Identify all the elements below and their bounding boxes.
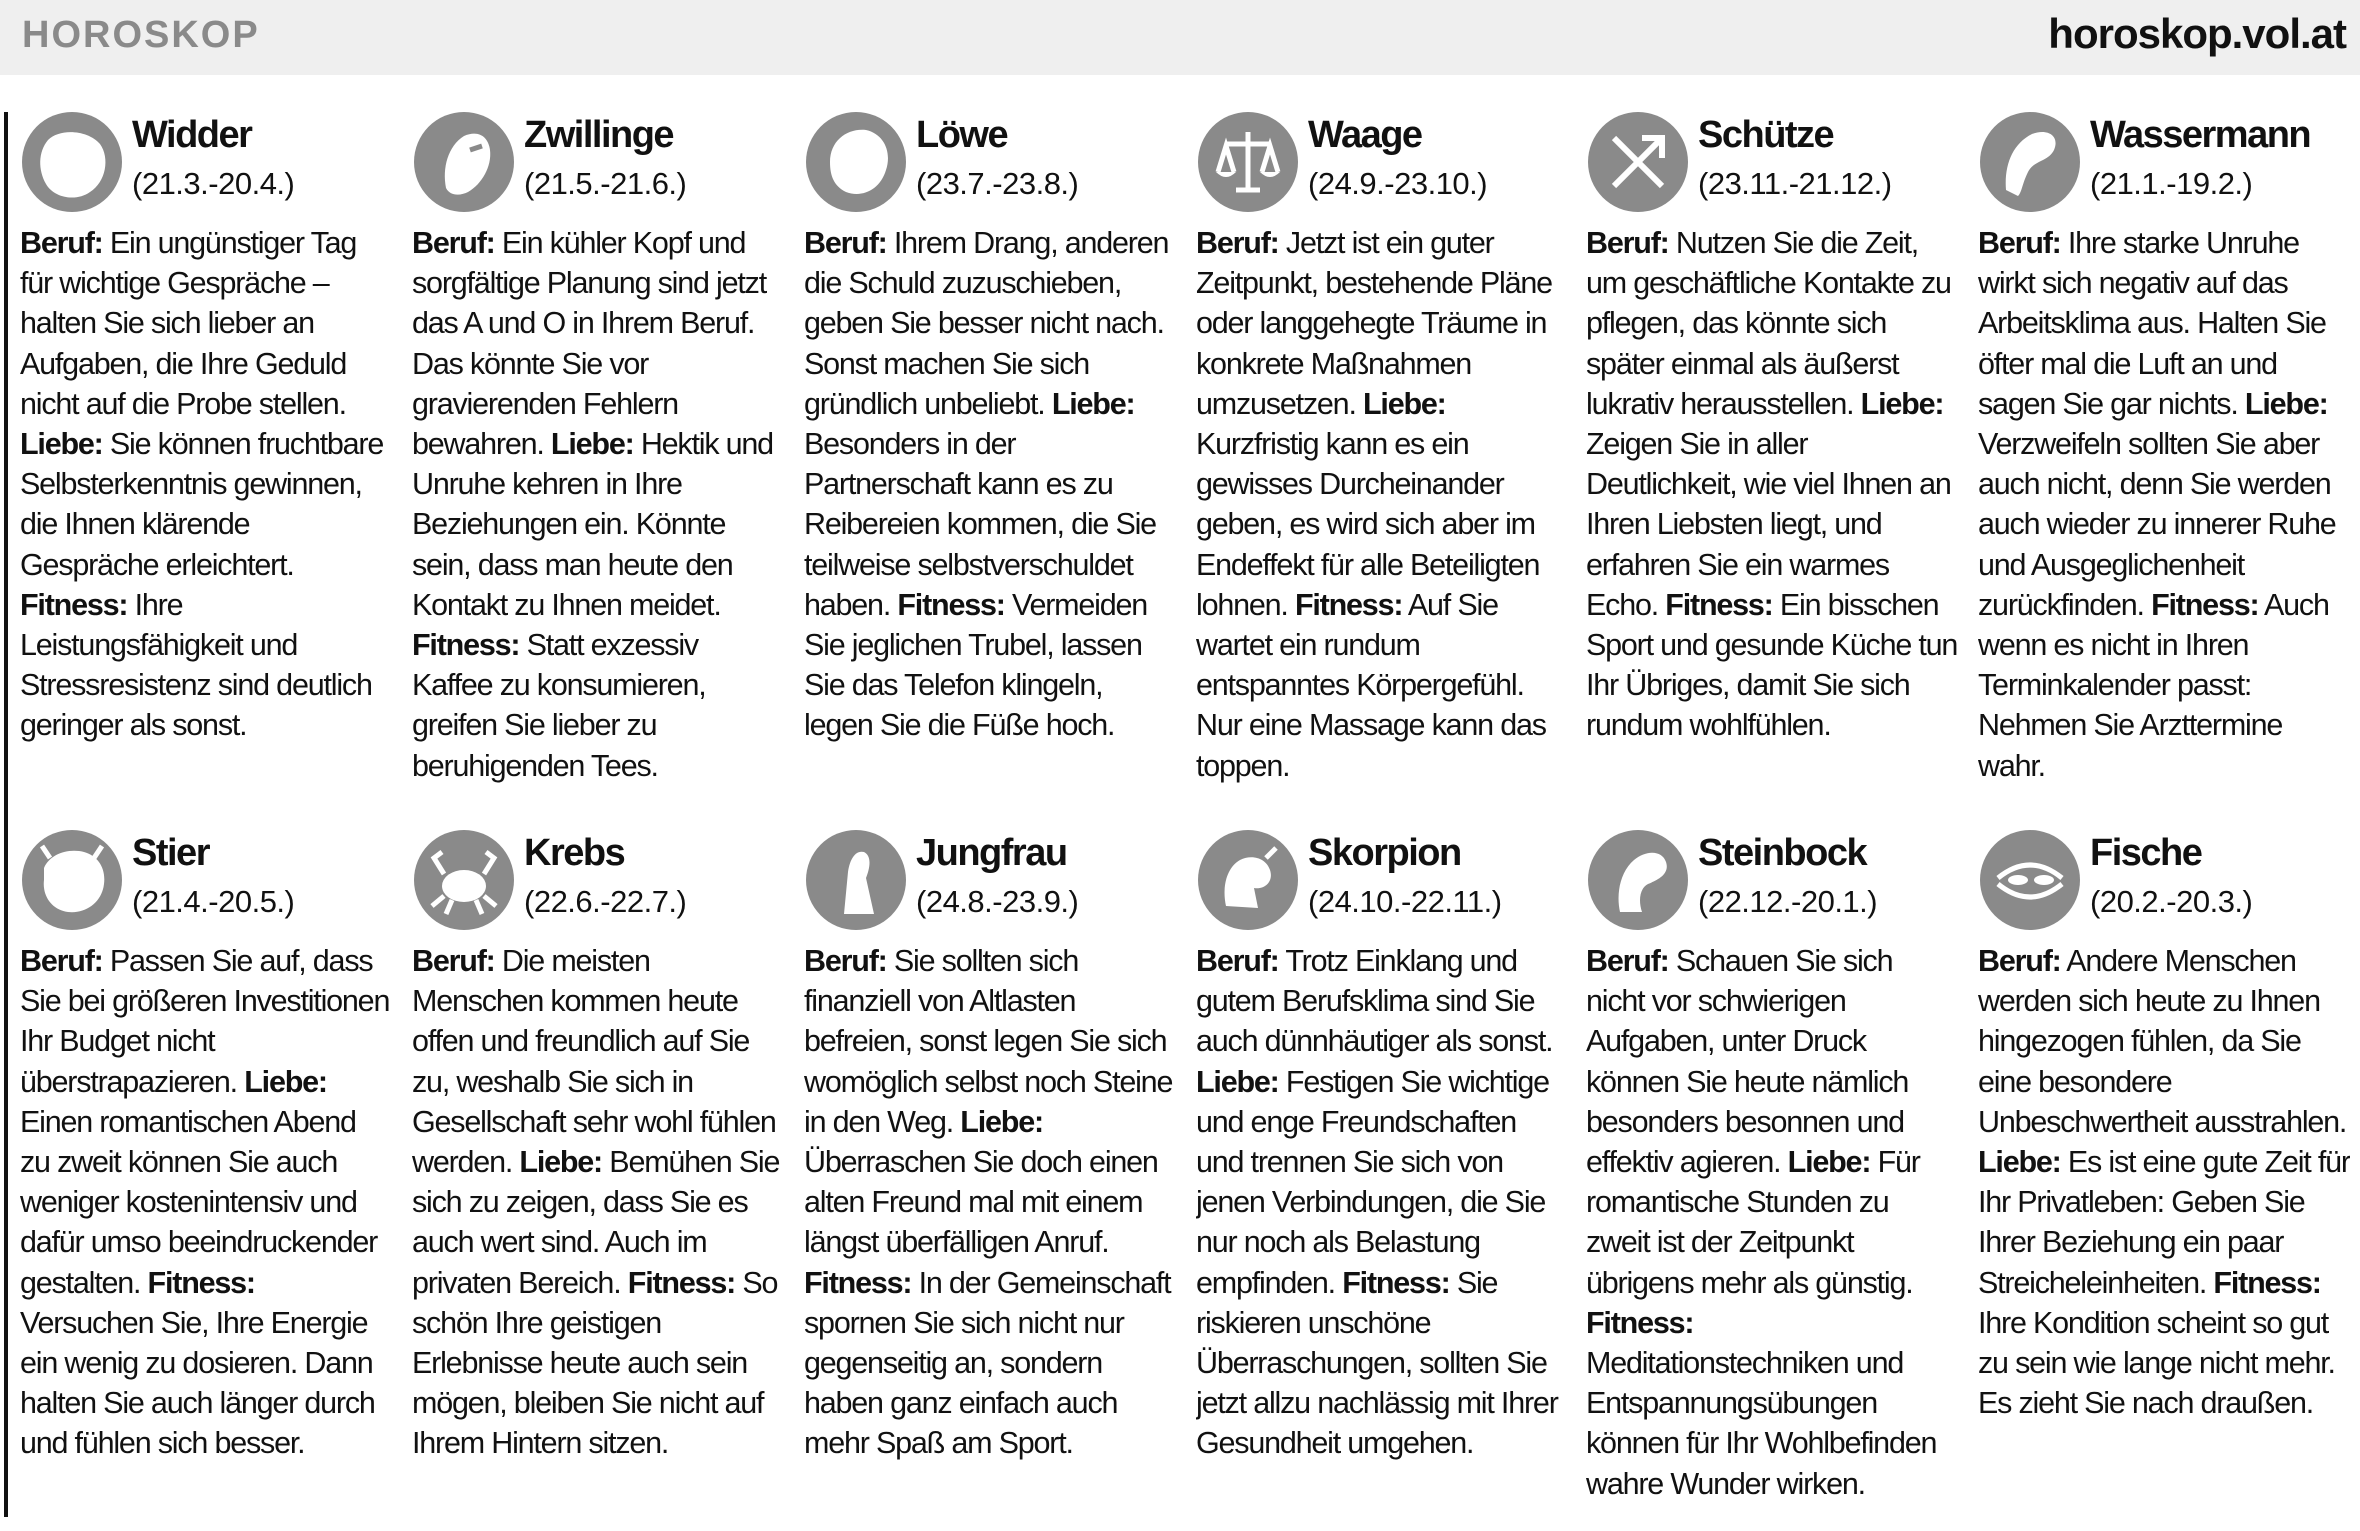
- sign-wassermann: [1978, 110, 2350, 786]
- liebe-text: Festigen Sie wichtige und enge Freundschaften und trennen Sie sich von jenen Verbindungen, die Sie nur noch als Belastung empfinden.: [1196, 1064, 1549, 1300]
- page-header: [0, 0, 2360, 75]
- sign-stier: [20, 828, 392, 1464]
- sign-header: [1196, 828, 1568, 941]
- beruf-text: Passen Sie auf, dass Sie bei größeren Investitionen Ihr Budget nicht überstrapazieren.: [20, 944, 390, 1099]
- fitness-text: Vermeiden Sie jeglichen Trubel, lassen Sie das Telefon klingeln, legen Sie die Füße hoch.: [804, 587, 1148, 743]
- sign-widder: [20, 110, 392, 746]
- liebe-text: Für romantische Stunden zu zweit ist der Zeitpunkt übrigens mehr als günstig.: [1586, 1145, 1920, 1300]
- sign-jungfrau: [804, 828, 1176, 1464]
- liebe-label: Liebe:: [1860, 386, 1944, 421]
- sign-text: [412, 223, 784, 786]
- sign-name: Jungfrau: [916, 832, 1067, 874]
- beruf-label: Beruf:: [1586, 944, 1669, 978]
- sign-text: [1978, 223, 2350, 786]
- fitness-text: Meditationstechniken und Entspannungsübungen können für Ihr Wohlbefinden wahre Wunder wirken.: [1586, 1346, 1937, 1501]
- sign-text: [1196, 941, 1568, 1464]
- sign-header: [412, 110, 784, 223]
- liebe-text: Überraschen Sie doch einen alten Freund mal mit einem längst überfälligen Anruf.: [804, 1145, 1158, 1260]
- sign-dates: (21.1.-19.2.): [2090, 166, 2253, 201]
- beruf-text: Sie sollten sich finanziell von Altlasten befreien, sonst legen Sie sich womöglich selbst noch Steine in den Weg.: [804, 944, 1173, 1139]
- fitness-text: Ein bisschen Sport und gesunde Küche tun Ihr Übriges, damit Sie sich rundum wohlfühlen.: [1586, 587, 1958, 743]
- sign-header: [20, 110, 392, 223]
- sign-waage: [1196, 110, 1568, 786]
- sign-dates: (24.8.-23.9.): [916, 884, 1079, 919]
- liebe-text: Einen romantischen Abend zu zweit können Sie auch weniger kostenintensiv und dafür umso beeindruckender gestalten.: [20, 1104, 378, 1300]
- liebe-text: Sie können fruchtbare Selbsterkenntnis gewinnen, die Ihnen klärende Gespräche erleichtert.: [20, 427, 384, 582]
- sign-dates: (24.9.-23.10.): [1308, 166, 1488, 201]
- sign-name: Krebs: [524, 832, 625, 874]
- fitness-label: Fitness:: [147, 1265, 255, 1300]
- sign-dates: (22.12.-20.1.): [1698, 884, 1878, 919]
- beruf-label: Beruf:: [412, 944, 495, 978]
- sign-name: Skorpion: [1308, 832, 1461, 874]
- liebe-label: Liebe:: [1978, 1145, 2061, 1180]
- sign-dates: (21.5.-21.6.): [524, 166, 687, 201]
- sign-text: [1978, 941, 2350, 1423]
- fitness-text: Sie riskieren unschöne Überraschungen, sollten Sie jetzt allzu nachlässig mit Ihrer Gesundheit umgehen.: [1196, 1265, 1558, 1461]
- sign-header: [1586, 828, 1958, 941]
- fitness-label: Fitness:: [897, 587, 1005, 622]
- liebe-label: Liebe:: [20, 427, 103, 462]
- sign-name: Steinbock: [1698, 832, 1867, 874]
- site-url[interactable]: horoskop.vol.at: [2048, 10, 2346, 57]
- gemini-icon: [412, 110, 516, 214]
- sign-dates: (20.2.-20.3.): [2090, 884, 2253, 919]
- beruf-text: Ihrem Drang, anderen die Schuld zuzuschieben, geben Sie besser nicht nach. Sonst machen Sie sich gründlich unbeliebt.: [804, 226, 1169, 421]
- liebe-label: Liebe:: [960, 1104, 1043, 1139]
- section-title: HOROSKOP: [22, 14, 260, 56]
- cancer-icon: [412, 828, 516, 932]
- fitness-text: In der Gemeinschaft spornen Sie sich nicht nur gegenseitig an, sondern haben ganz einfach auch mehr Spaß am Sport.: [804, 1265, 1171, 1461]
- beruf-label: Beruf:: [1978, 226, 2061, 260]
- beruf-label: Beruf:: [412, 226, 495, 260]
- sign-header: [20, 828, 392, 941]
- sign-löwe: [804, 110, 1176, 746]
- sign-skorpion: [1196, 828, 1568, 1464]
- liebe-label: Liebe:: [2244, 386, 2328, 421]
- sign-dates: (23.11.-21.12.): [1698, 166, 1892, 201]
- liebe-text: Bemühen Sie sich zu zeigen, dass Sie es auch wert sind. Auch im privaten Bereich.: [412, 1145, 780, 1300]
- liebe-label: Liebe:: [244, 1064, 327, 1099]
- sign-name: Zwillinge: [524, 114, 674, 156]
- sign-text: [20, 941, 392, 1464]
- beruf-text: Ihre starke Unruhe wirkt sich negativ auf das Arbeitsklima aus. Halten Sie öfter mal die Luft an und sagen Sie gar nichts.: [1978, 226, 2326, 421]
- liebe-label: Liebe:: [550, 427, 634, 462]
- liebe-text: Besonders in der Partnerschaft kann es zu Reibereien kommen, die Sie teilweise selbstverschuldet haben.: [804, 427, 1156, 622]
- libra-icon: [1196, 110, 1300, 214]
- sign-name: Waage: [1308, 114, 1422, 156]
- leo-icon: [804, 110, 908, 214]
- sign-header: [1586, 110, 1958, 223]
- sign-text: [20, 223, 392, 746]
- beruf-label: Beruf:: [1586, 226, 1669, 260]
- fitness-label: Fitness:: [627, 1265, 736, 1300]
- sign-text: [804, 941, 1176, 1464]
- sign-dates: (21.3.-20.4.): [132, 166, 295, 201]
- aries-icon: [20, 110, 124, 214]
- sagittarius-icon: [1586, 110, 1690, 214]
- sign-schütze: [1586, 110, 1958, 746]
- horoscope-grid: [20, 110, 2360, 1520]
- fitness-label: Fitness:: [804, 1265, 912, 1300]
- beruf-text: Die meisten Menschen kommen heute offen und freundlich auf Sie zu, weshalb Sie sich in Gesellschaft sehr wohl fühlen werden.: [412, 944, 776, 1180]
- scorpio-icon: [1196, 828, 1300, 932]
- sign-name: Schütze: [1698, 114, 1834, 156]
- fitness-text: Versuchen Sie, Ihre Energie ein wenig zu dosieren. Dann halten Sie auch länger durch und fühlen sich besser.: [20, 1305, 375, 1461]
- sign-zwillinge: [412, 110, 784, 786]
- fitness-text: Auch wenn es nicht in Ihren Terminkalender passt: Nehmen Sie Arzttermine wahr.: [1978, 587, 2329, 783]
- beruf-text: Andere Menschen werden sich heute zu Ihnen hingezogen fühlen, da Sie eine besondere Unbeschwertheit ausstrahlen.: [1978, 944, 2347, 1139]
- sign-dates: (23.7.-23.8.): [916, 166, 1079, 201]
- sign-text: [804, 223, 1176, 746]
- fitness-label: Fitness:: [1586, 1305, 1694, 1340]
- sign-text: [1586, 223, 1958, 746]
- beruf-text: Nutzen Sie die Zeit, um geschäftliche Kontakte zu pflegen, das könnte sich später einmal als äußerst lukrativ herausstellen.: [1586, 226, 1951, 421]
- beruf-label: Beruf:: [20, 944, 103, 978]
- fitness-text: Statt exzessiv Kaffee zu konsumieren, greifen Sie lieber zu beruhigenden Tees.: [412, 628, 706, 783]
- liebe-text: Hektik und Unruhe kehren in Ihre Beziehungen ein. Könnte sein, dass man heute den Kontakt zu Ihnen meidet.: [412, 427, 773, 622]
- liebe-text: Verzweifeln sollten Sie aber auch nicht, denn Sie werden auch wieder zu innerer Ruhe und Ausgeglichenheit zurückfinden.: [1978, 427, 2336, 622]
- liebe-text: Kurzfristig kann es ein gewisses Durcheinander geben, es wird sich aber im Endeffekt für alle Beteiligten lohnen.: [1196, 427, 1540, 622]
- liebe-label: Liebe:: [1051, 386, 1135, 421]
- sign-header: [1978, 828, 2350, 941]
- fitness-label: Fitness:: [20, 587, 128, 622]
- liebe-label: Liebe:: [1787, 1145, 1871, 1180]
- beruf-text: Ein ungünstiger Tag für wichtige Gespräche – halten Sie sich lieber an Aufgaben, die Ihre Geduld nicht auf die Probe stellen.: [20, 226, 357, 421]
- pisces-icon: [1978, 828, 2082, 932]
- sign-krebs: [412, 828, 784, 1464]
- liebe-label: Liebe:: [519, 1145, 603, 1180]
- beruf-text: Schauen Sie sich nicht vor schwierigen Aufgaben, unter Druck können Sie heute nämlich besonders besonnen und effektiv agieren.: [1586, 944, 1909, 1180]
- liebe-text: Es ist eine gute Zeit für Ihr Privatleben: Geben Sie Ihrer Beziehung ein paar Streicheleinheiten.: [1978, 1145, 2350, 1300]
- beruf-label: Beruf:: [1978, 944, 2061, 978]
- capricorn-icon: [1586, 828, 1690, 932]
- sign-name: Fische: [2090, 832, 2202, 874]
- sign-header: [804, 110, 1176, 223]
- taurus-icon: [20, 828, 124, 932]
- fitness-text: Ihre Leistungsfähigkeit und Stressresistenz sind deutlich geringer als sonst.: [20, 587, 372, 743]
- fitness-text: Ihre Kondition scheint so gut zu sein wie lange nicht mehr. Es zieht Sie nach draußen.: [1978, 1305, 2335, 1421]
- sign-header: [1196, 110, 1568, 223]
- fitness-label: Fitness:: [1294, 587, 1403, 622]
- sign-name: Widder: [132, 114, 252, 156]
- beruf-label: Beruf:: [804, 226, 887, 260]
- fitness-text: So schön Ihre geistigen Erlebnisse heute auch sein mögen, bleiben Sie nicht auf Ihrem Hintern sitzen.: [412, 1265, 778, 1461]
- sign-name: Stier: [132, 832, 209, 874]
- sign-name: Löwe: [916, 114, 1008, 156]
- sign-dates: (21.4.-20.5.): [132, 884, 295, 919]
- liebe-label: Liebe:: [1196, 1064, 1279, 1099]
- beruf-text: Ein kühler Kopf und sorgfältige Planung sind jetzt das A und O in Ihrem Beruf. Das könnte Sie vor gravierenden Fehlern bewahren.: [412, 226, 766, 462]
- sign-text: [1586, 941, 1958, 1504]
- fitness-label: Fitness:: [2151, 587, 2259, 622]
- aquarius-icon: [1978, 110, 2082, 214]
- beruf-label: Beruf:: [804, 944, 887, 978]
- sign-header: [804, 828, 1176, 941]
- liebe-label: Liebe:: [1363, 386, 1446, 421]
- sign-name: Wassermann: [2090, 114, 2311, 156]
- fitness-text: Auf Sie wartet ein rundum entspanntes Körpergefühl. Nur eine Massage kann das toppen.: [1196, 587, 1546, 783]
- sign-fische: [1978, 828, 2350, 1423]
- sign-text: [1196, 223, 1568, 786]
- fitness-label: Fitness:: [1342, 1265, 1450, 1300]
- beruf-label: Beruf:: [1196, 944, 1279, 978]
- beruf-text: Trotz Einklang und gutem Berufsklima sind Sie auch dünnhäutiger als sonst.: [1196, 944, 1553, 1059]
- sign-steinbock: [1586, 828, 1958, 1504]
- sign-dates: (22.6.-22.7.): [524, 884, 687, 919]
- liebe-text: Zeigen Sie in aller Deutlichkeit, wie viel Ihnen an Ihren Liebsten liegt, und erfahren Sie ein warmes Echo.: [1586, 427, 1951, 622]
- sign-dates: (24.10.-22.11.): [1308, 884, 1502, 919]
- fitness-label: Fitness:: [412, 628, 520, 663]
- sign-header: [1978, 110, 2350, 223]
- beruf-label: Beruf:: [20, 226, 103, 260]
- virgo-icon: [804, 828, 908, 932]
- fitness-label: Fitness:: [1665, 587, 1773, 622]
- sign-text: [412, 941, 784, 1464]
- fitness-label: Fitness:: [2213, 1265, 2321, 1300]
- left-rule: [4, 112, 8, 1517]
- beruf-text: Jetzt ist ein guter Zeitpunkt, bestehende Pläne oder langgehegte Träume in konkrete Maßnahmen umzusetzen.: [1196, 226, 1552, 421]
- beruf-label: Beruf:: [1196, 226, 1279, 260]
- sign-header: [412, 828, 784, 941]
